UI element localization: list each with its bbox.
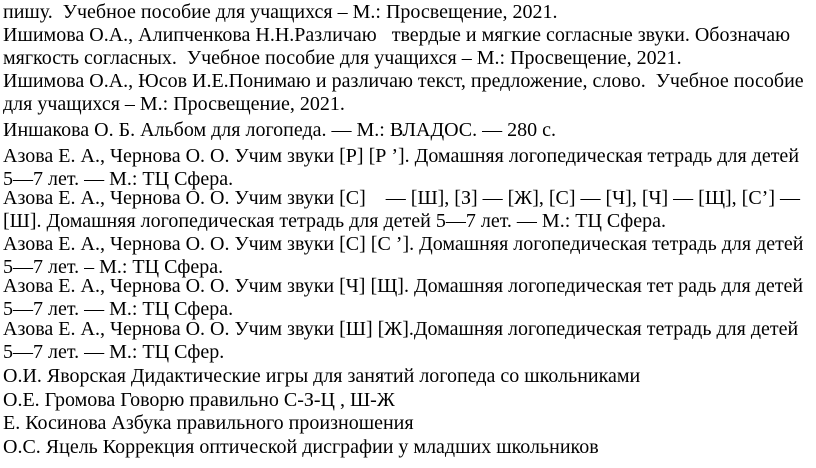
text-line: 5—7 лет. — М.: ТЦ Сфера.	[3, 298, 234, 320]
text-line: Азова Е. А., Чернова О. О. Учим звуки [С] — [Ш], [З] — [Ж], [С] — [Ч], [Ч] — [Щ], [С’] —	[3, 187, 800, 209]
text-line: пишу. Учебное пособие для учащихся – М.: Просвещение, 2021.	[3, 1, 558, 23]
text-line: мягкость согласных. Учебное пособие для учащихся – М.: Просвещение, 2021.	[3, 47, 682, 69]
text-line: Азова Е. А., Чернова О. О. Учим звуки [С] [С ’]. Домашняя логопедическая тетрадь для детей	[3, 233, 804, 255]
text-line: 5—7 лет. – М.: ТЦ Сфера.	[3, 256, 224, 278]
text-line: Ишимова О.А., Алипченкова Н.Н.Различаю твердые и мягкие согласные звуки. Обозначаю	[3, 24, 791, 46]
text-line: Иншакова О. Б. Альбом для логопеда. — М.: ВЛАДОС. — 280 с.	[3, 119, 556, 141]
text-line: [Ш]. Домашняя логопедическая тетрадь для детей 5—7 лет. — М.: ТЦ Сфера.	[3, 210, 666, 232]
text-line: О.С. Яцель Коррекция оптической дисграфии у младших школьников	[3, 436, 599, 458]
text-line: Е. Косинова Азбука правильного произношения	[3, 412, 414, 434]
text-line: 5—7 лет. — М.: ТЦ Сфера.	[3, 168, 234, 190]
text-line: О.Е. Громова Говорю правильно С-З-Ц , Ш-Ж	[3, 389, 395, 411]
text-line: 5—7 лет. — М.: ТЦ Сфер.	[3, 341, 225, 363]
text-line: Азова Е. А., Чернова О. О. Учим звуки [Ш] [Ж].Домашняя логопедическая тетрадь для детей	[3, 318, 799, 340]
text-line: О.И. Яворская Дидактические игры для занятий логопеда со школьниками	[3, 365, 641, 387]
text-line: Азова Е. А., Чернова О. О. Учим звуки [Ч] [Щ]. Домашняя логопедическая тет радь для детей	[3, 275, 804, 297]
text-line: для учащихся – М.: Просвещение, 2021.	[3, 93, 345, 115]
text-line: Азова Е. А., Чернова О. О. Учим звуки [Р] [Р ’]. Домашняя логопедическая тетрадь для детей	[3, 145, 800, 167]
text-line: Ишимова О.А., Юсов И.Е.Понимаю и различаю текст, предложение, слово. Учебное пособие	[3, 70, 804, 92]
